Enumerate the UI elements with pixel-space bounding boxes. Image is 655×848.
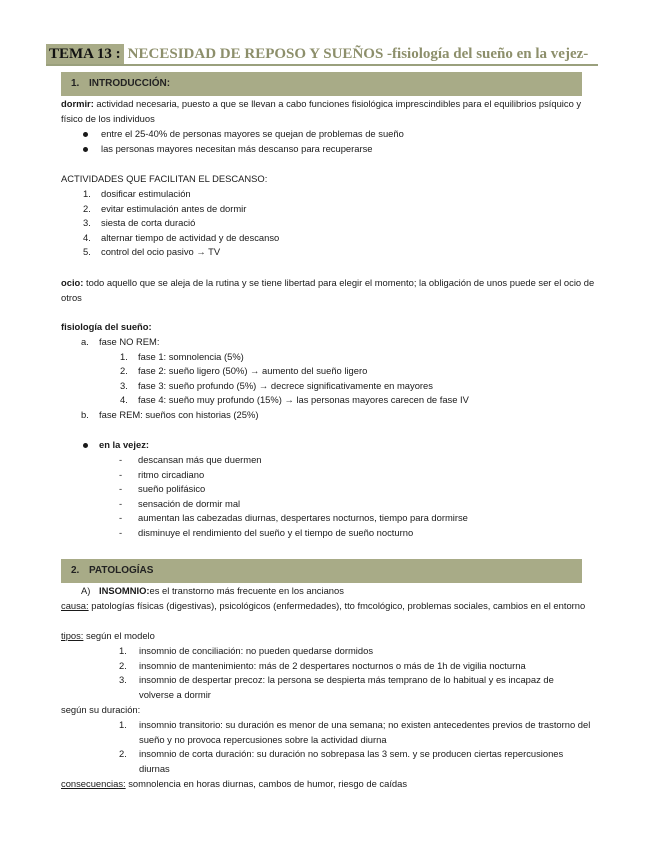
list-marker: 1. <box>83 188 91 199</box>
tipos-line <box>61 629 596 644</box>
bullet-icon <box>83 147 88 152</box>
vejez-heading <box>61 438 596 453</box>
list-item-text: insomnio de conciliación: no pueden quedarse dormidos <box>139 645 374 656</box>
list-item-text: insomnio de despertar precoz: la persona se despierta más temprano de lo habitual y es incapaz de volverse a dormir <box>139 674 554 700</box>
section-header-introduccion <box>61 72 582 96</box>
list-item-text: las personas mayores necesitan más descanso para recuperarse <box>101 142 373 154</box>
title-text: NECESIDAD DE REPOSO Y SUEÑOS -fisiología del sueño en la vejez- <box>127 46 589 62</box>
list-item <box>61 511 596 526</box>
dormir-term: dormir: <box>61 98 94 109</box>
ocio-definition: todo aquello que se aleja de la rutina y se tiene libertad para elegir el momento; la obligación de unos puede ser el ocio de otros <box>61 277 595 303</box>
dormir-definition: actividad necesaria, puesto a que se llevan a cabo funciones fisiológica imprescindibles para el equilibrios psíquico y físico de los individuos <box>61 98 582 124</box>
list-marker: 3. <box>119 674 127 686</box>
list-item <box>61 127 596 142</box>
list-item <box>61 350 596 365</box>
ocio-term: ocio: <box>61 277 84 288</box>
bullet-icon <box>83 443 88 448</box>
list-item-text: evitar estimulación antes de dormir <box>101 202 247 214</box>
list-marker: 2. <box>119 659 127 671</box>
list-item-text: control del ocio pasivo → TV <box>101 246 221 258</box>
title-tag: TEMA 13 : <box>46 44 124 64</box>
list-marker: b. <box>81 408 89 420</box>
list-item <box>61 335 596 350</box>
list-item <box>61 142 596 157</box>
consecuencias-line <box>61 777 596 792</box>
list-item <box>61 216 596 231</box>
list-marker: 2. <box>119 748 127 760</box>
list-item <box>61 379 596 394</box>
list-marker: A) <box>81 585 91 596</box>
list-item <box>61 408 596 423</box>
list-item-text: sensación de dormir mal <box>138 497 241 509</box>
list-marker: 2. <box>120 365 128 377</box>
list-item <box>61 202 596 217</box>
tipos-text: según el modelo <box>83 630 155 641</box>
consecuencias-text: somnolencia en horas diurnas, cambos de humor, riesgo de caídas <box>125 778 408 789</box>
dormir-paragraph <box>61 97 596 126</box>
list-item-text: ritmo circadiano <box>138 468 205 480</box>
duracion-title: según su duración: <box>61 704 141 715</box>
list-item-text: descansan más que duermen <box>138 454 262 465</box>
list-marker: 3. <box>83 217 91 229</box>
list-item-text: fase 3: sueño profundo (5%) → decrece significativamente en mayores <box>138 379 433 391</box>
insomnio-definition: es el transtorno más frecuente en los ancianos <box>149 585 344 596</box>
list-item-text: fase 1: somnolencia (5%) <box>138 350 244 362</box>
list-item-text: siesta de corta duració <box>101 217 196 229</box>
section-number: 1. <box>71 77 80 89</box>
vejez-list <box>61 453 596 541</box>
dash-marker: - <box>119 468 123 480</box>
dash-marker: - <box>119 454 123 465</box>
actividades-title: ACTIVIDADES QUE FACILITAN EL DESCANSO: <box>61 173 268 184</box>
list-item <box>61 187 596 202</box>
list-marker: 1. <box>119 645 127 656</box>
fisiologia-list <box>61 335 596 423</box>
list-marker: 1. <box>120 350 128 362</box>
list-item <box>61 659 596 674</box>
list-item-text: entre el 25-40% de personas mayores se quejan de problemas de sueño <box>101 128 404 139</box>
dormir-bullets <box>61 127 596 156</box>
ocio-paragraph <box>61 276 596 305</box>
list-item-text: sueño polifásico <box>138 483 206 495</box>
bullet-icon <box>83 132 88 137</box>
list-item-text: insomnio de mantenimiento: más de 2 despertares nocturnos o más de 1h de vigilia nocturna <box>139 659 526 671</box>
section-header-patologias <box>61 559 582 583</box>
list-item-text: insomnio de corta duración: su duración no sobrepasa las 3 sem. y se producen ciertas repercusiones diurnas <box>139 748 564 774</box>
list-item <box>61 497 596 512</box>
list-item-text: fase 4: sueño muy profundo (15%) → las personas mayores carecen de fase IV <box>138 394 469 406</box>
consecuencias-label: consecuencias: <box>61 778 126 789</box>
list-marker: a. <box>81 336 89 347</box>
duracion-list <box>61 718 596 776</box>
tipos-label: tipos: <box>61 630 84 641</box>
insomnio-heading <box>61 584 596 599</box>
list-item <box>61 231 596 246</box>
list-item-text: fase 2: sueño ligero (50%) → aumento del sueño ligero <box>138 365 368 377</box>
dash-marker: - <box>119 512 123 524</box>
causa-text: patologías físicas (digestivas), psicológicos (enfermedades), tto fmcológico, problemas sociales, cambios en el entorno <box>88 600 586 611</box>
causa-paragraph <box>61 599 596 614</box>
causa-label: causa: <box>61 600 89 611</box>
list-item-text: disminuye el rendimiento del sueño y el tiempo de sueño nocturno <box>138 526 414 538</box>
dash-marker: - <box>119 497 123 509</box>
list-item-text: fase NO REM: <box>99 336 160 347</box>
list-item <box>61 718 596 747</box>
list-marker: 4. <box>120 394 128 406</box>
list-marker: 3. <box>120 379 128 391</box>
list-item <box>61 245 596 260</box>
list-item-text: alternar tiempo de actividad y de descanso <box>101 231 280 243</box>
list-marker: 2. <box>83 202 91 214</box>
section-number: 2. <box>71 564 80 576</box>
list-marker: 1. <box>119 719 127 730</box>
document-title <box>46 44 598 66</box>
list-item <box>61 393 596 408</box>
section-heading: INTRODUCCIÓN: <box>89 77 171 89</box>
vejez-title: en la vejez: <box>99 439 150 450</box>
fisiologia-title: fisiología del sueño: <box>61 321 152 332</box>
dash-marker: - <box>119 526 123 538</box>
list-item-text: aumentan las cabezadas diurnas, despertares nocturnos, tiempo para dormirse <box>138 512 468 524</box>
insomnio-term: INSOMNIO: <box>99 585 150 596</box>
list-item-text: fase REM: sueños con historias (25%) <box>99 408 259 420</box>
list-marker: 5. <box>83 246 91 258</box>
list-item-text: insomnio transitorio: su duración es menor de una semana; no existen antecedentes previos de trastorno del sueño y no provoca repercusiones sobre la actividad diurna <box>139 719 591 745</box>
list-item <box>61 747 596 776</box>
list-item <box>61 364 596 379</box>
list-item <box>61 468 596 483</box>
list-marker: 4. <box>83 231 91 243</box>
list-item <box>61 673 596 702</box>
dash-marker: - <box>119 483 123 495</box>
actividades-list <box>61 187 596 260</box>
list-item <box>61 644 596 659</box>
list-item <box>61 482 596 497</box>
list-item <box>61 453 596 468</box>
section-heading: PATOLOGÍAS <box>89 564 154 576</box>
list-item <box>61 526 596 541</box>
list-item-text: dosificar estimulación <box>101 188 191 199</box>
tipos-list <box>61 644 596 702</box>
